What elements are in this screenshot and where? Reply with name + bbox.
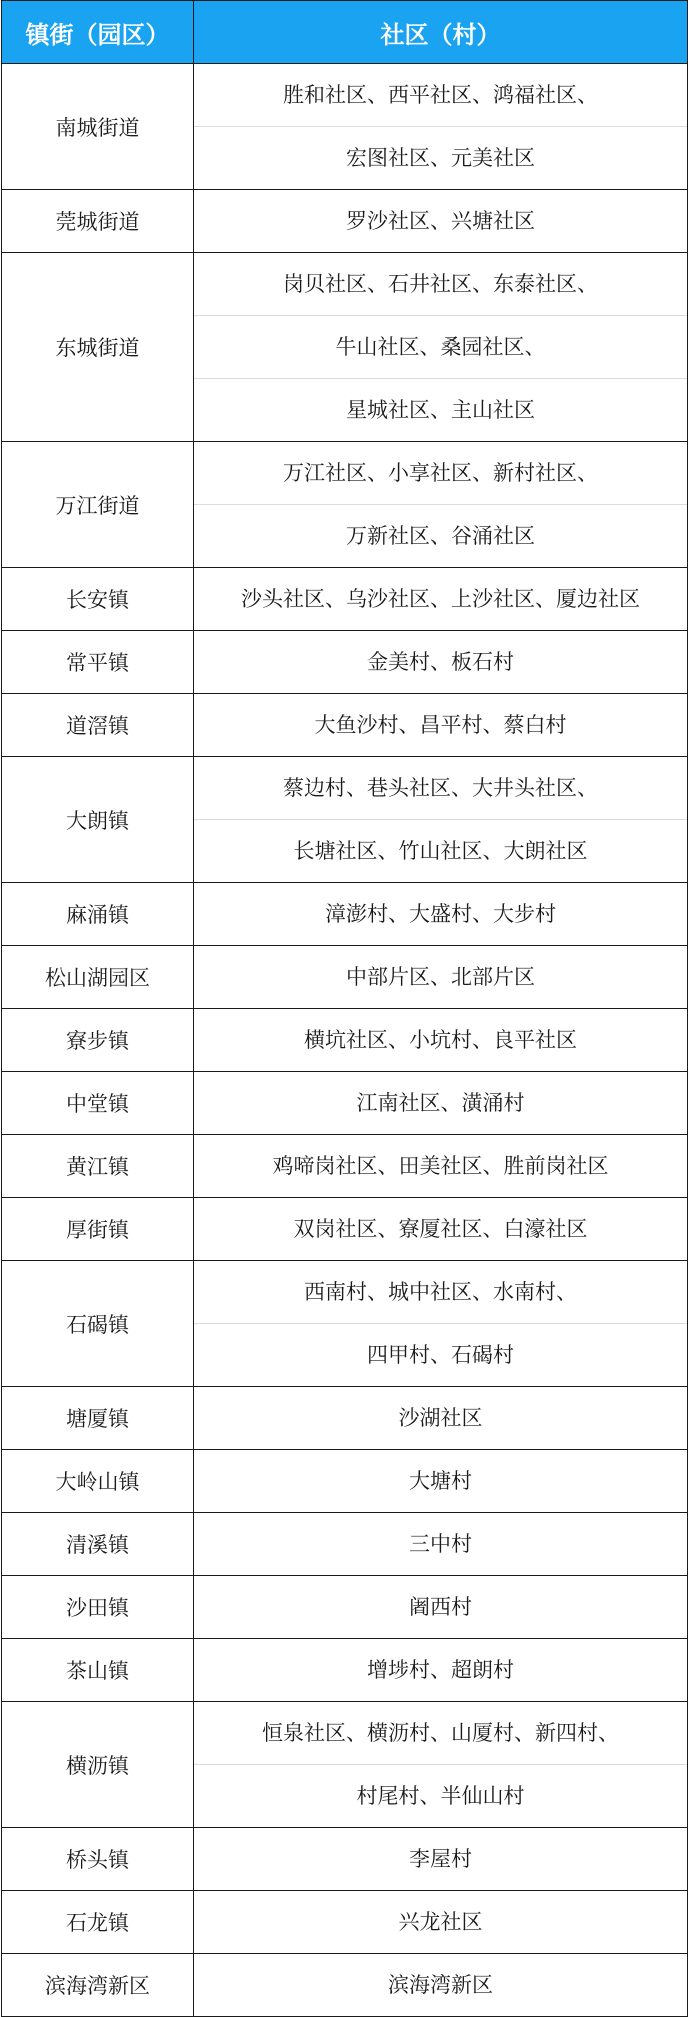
town-cell: 万江街道 bbox=[2, 442, 194, 568]
community-cell bbox=[194, 1261, 688, 1387]
table-row bbox=[2, 1072, 688, 1135]
table-row bbox=[2, 1135, 688, 1198]
table-row bbox=[2, 694, 688, 757]
community-line: 宏图社区、元美社区 bbox=[194, 126, 687, 189]
community-line: 星城社区、主山社区 bbox=[194, 378, 687, 441]
town-cell: 沙田镇 bbox=[2, 1576, 194, 1639]
table-row bbox=[2, 1702, 688, 1828]
table-row bbox=[2, 442, 688, 568]
table-row bbox=[2, 64, 688, 190]
community-line: 恒泉社区、横沥村、山厦村、新四村、 bbox=[262, 1721, 619, 1745]
town-cell: 横沥镇 bbox=[2, 1702, 194, 1828]
town-cell: 厚街镇 bbox=[2, 1198, 194, 1261]
table-row bbox=[2, 1198, 688, 1261]
community-line: 横坑社区、小坑村、良平社区 bbox=[304, 1028, 577, 1052]
table-row bbox=[2, 1954, 688, 2017]
table-row bbox=[2, 1891, 688, 1954]
community-cell bbox=[194, 1891, 688, 1954]
community-cell bbox=[194, 442, 688, 568]
community-line: 沙头社区、乌沙社区、上沙社区、厦边社区 bbox=[241, 587, 640, 611]
town-cell: 中堂镇 bbox=[2, 1072, 194, 1135]
header-community: 社区（村） bbox=[194, 1, 688, 64]
community-line: 牛山社区、桑园社区、 bbox=[194, 315, 687, 378]
community-cell bbox=[194, 1954, 688, 2017]
town-cell: 东城街道 bbox=[2, 253, 194, 442]
community-cell bbox=[194, 568, 688, 631]
town-cell: 黄江镇 bbox=[2, 1135, 194, 1198]
community-line: 兴龙社区 bbox=[398, 1910, 483, 1934]
table-row bbox=[2, 1261, 688, 1387]
community-cell bbox=[194, 253, 688, 442]
town-cell: 大朗镇 bbox=[2, 757, 194, 883]
community-cell bbox=[194, 1513, 688, 1576]
table-row bbox=[2, 631, 688, 694]
community-line: 鸡啼岗社区、田美社区、胜前岗社区 bbox=[272, 1154, 609, 1178]
community-line: 万新社区、谷涌社区 bbox=[194, 504, 687, 567]
community-line: 滨海湾新区 bbox=[388, 1973, 493, 1997]
table-row bbox=[2, 1828, 688, 1891]
town-cell: 麻涌镇 bbox=[2, 883, 194, 946]
town-community-table bbox=[1, 0, 688, 2017]
community-line: 西南村、城中社区、水南村、 bbox=[304, 1280, 577, 1304]
table-row bbox=[2, 1009, 688, 1072]
community-line: 漳澎村、大盛村、大步村 bbox=[325, 902, 556, 926]
community-line: 万江社区、小享社区、新村社区、 bbox=[283, 461, 598, 485]
community-cell bbox=[194, 631, 688, 694]
community-line: 罗沙社区、兴塘社区 bbox=[346, 209, 535, 233]
community-line: 村尾村、半仙山村 bbox=[194, 1764, 687, 1827]
town-cell: 滨海湾新区 bbox=[2, 1954, 194, 2017]
header-town: 镇街（园区） bbox=[2, 1, 194, 64]
table-row bbox=[2, 883, 688, 946]
table-row bbox=[2, 190, 688, 253]
town-cell: 常平镇 bbox=[2, 631, 194, 694]
town-cell: 道滘镇 bbox=[2, 694, 194, 757]
community-line: 四甲村、石碣村 bbox=[194, 1323, 687, 1386]
community-line: 李屋村 bbox=[409, 1847, 472, 1871]
community-line: 胜和社区、西平社区、鸿福社区、 bbox=[283, 83, 598, 107]
community-line: 三中村 bbox=[409, 1532, 472, 1556]
community-cell bbox=[194, 1009, 688, 1072]
community-cell bbox=[194, 1387, 688, 1450]
community-cell bbox=[194, 946, 688, 1009]
community-line: 金美村、板石村 bbox=[367, 650, 514, 674]
town-cell: 长安镇 bbox=[2, 568, 194, 631]
community-line: 双岗社区、寮厦社区、白濠社区 bbox=[293, 1217, 588, 1241]
table-body bbox=[2, 64, 688, 2017]
community-line: 大鱼沙村、昌平村、蔡白村 bbox=[314, 713, 567, 737]
town-cell: 塘厦镇 bbox=[2, 1387, 194, 1450]
community-cell bbox=[194, 1450, 688, 1513]
table-row bbox=[2, 757, 688, 883]
community-cell bbox=[194, 1576, 688, 1639]
table-row bbox=[2, 1387, 688, 1450]
community-line: 长塘社区、竹山社区、大朗社区 bbox=[194, 819, 687, 882]
community-cell bbox=[194, 694, 688, 757]
community-line: 蔡边村、巷头社区、大井头社区、 bbox=[283, 776, 598, 800]
table-row bbox=[2, 1639, 688, 1702]
town-cell: 石碣镇 bbox=[2, 1261, 194, 1387]
community-cell bbox=[194, 883, 688, 946]
town-cell: 寮步镇 bbox=[2, 1009, 194, 1072]
town-cell: 松山湖园区 bbox=[2, 946, 194, 1009]
community-cell bbox=[194, 1639, 688, 1702]
table-header bbox=[2, 1, 688, 64]
community-cell bbox=[194, 1702, 688, 1828]
town-cell: 南城街道 bbox=[2, 64, 194, 190]
town-cell: 莞城街道 bbox=[2, 190, 194, 253]
town-cell: 桥头镇 bbox=[2, 1828, 194, 1891]
community-line: 岗贝社区、石井社区、东泰社区、 bbox=[283, 272, 598, 296]
table-row bbox=[2, 253, 688, 442]
table-row bbox=[2, 1513, 688, 1576]
community-cell bbox=[194, 1135, 688, 1198]
town-cell: 大岭山镇 bbox=[2, 1450, 194, 1513]
community-line: 大塘村 bbox=[409, 1469, 472, 1493]
community-cell bbox=[194, 1072, 688, 1135]
town-cell: 清溪镇 bbox=[2, 1513, 194, 1576]
community-line: 中部片区、北部片区 bbox=[346, 965, 535, 989]
town-cell: 茶山镇 bbox=[2, 1639, 194, 1702]
table-row bbox=[2, 1450, 688, 1513]
community-line: 江南社区、潢涌村 bbox=[356, 1091, 525, 1115]
community-cell bbox=[194, 190, 688, 253]
community-cell bbox=[194, 1828, 688, 1891]
community-line: 增埗村、超朗村 bbox=[367, 1658, 514, 1682]
header-row bbox=[2, 1, 688, 64]
table-row bbox=[2, 1576, 688, 1639]
community-cell bbox=[194, 1198, 688, 1261]
community-cell bbox=[194, 757, 688, 883]
community-line: 沙湖社区 bbox=[398, 1406, 483, 1430]
community-line: 阇西村 bbox=[409, 1595, 472, 1619]
table-row bbox=[2, 568, 688, 631]
community-cell bbox=[194, 64, 688, 190]
table-row bbox=[2, 946, 688, 1009]
town-cell: 石龙镇 bbox=[2, 1891, 194, 1954]
